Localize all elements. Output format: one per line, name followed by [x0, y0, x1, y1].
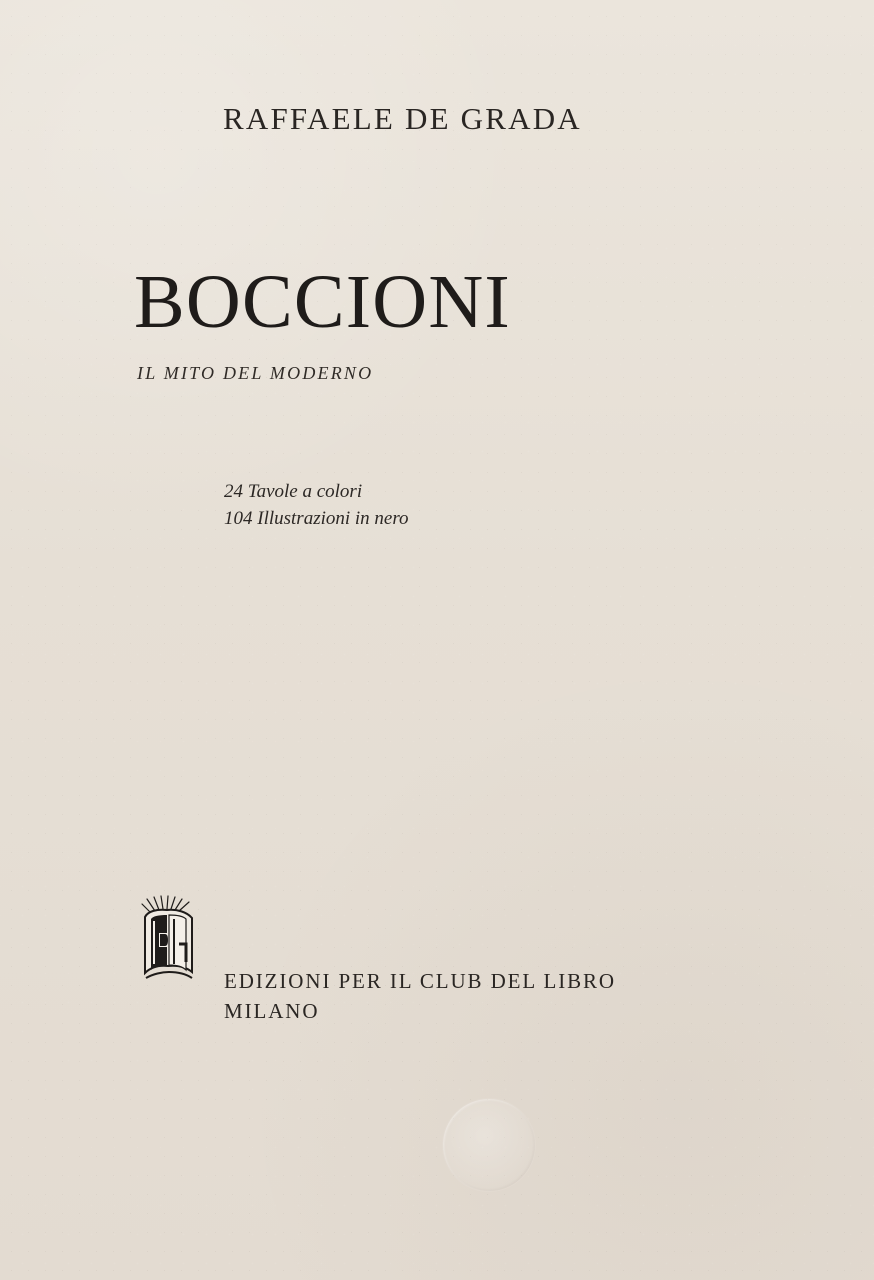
color-plates-count: 24 Tavole a colori: [224, 481, 363, 502]
book-title: BOCCIONI: [134, 260, 511, 344]
publisher-block: [224, 966, 616, 1026]
book-club-logo-icon: [139, 895, 197, 985]
publisher-city: MILANO: [224, 999, 320, 1023]
black-illustrations-count: 104 Illustrazioni in nero: [224, 508, 409, 529]
embossed-seal: [443, 1099, 535, 1191]
book-details: [224, 478, 409, 532]
publisher-name: EDIZIONI PER IL CLUB DEL LIBRO: [224, 969, 616, 993]
book-subtitle: IL MITO DEL MODERNO: [137, 363, 374, 383]
author-name: RAFFAELE DE GRADA: [223, 101, 582, 136]
